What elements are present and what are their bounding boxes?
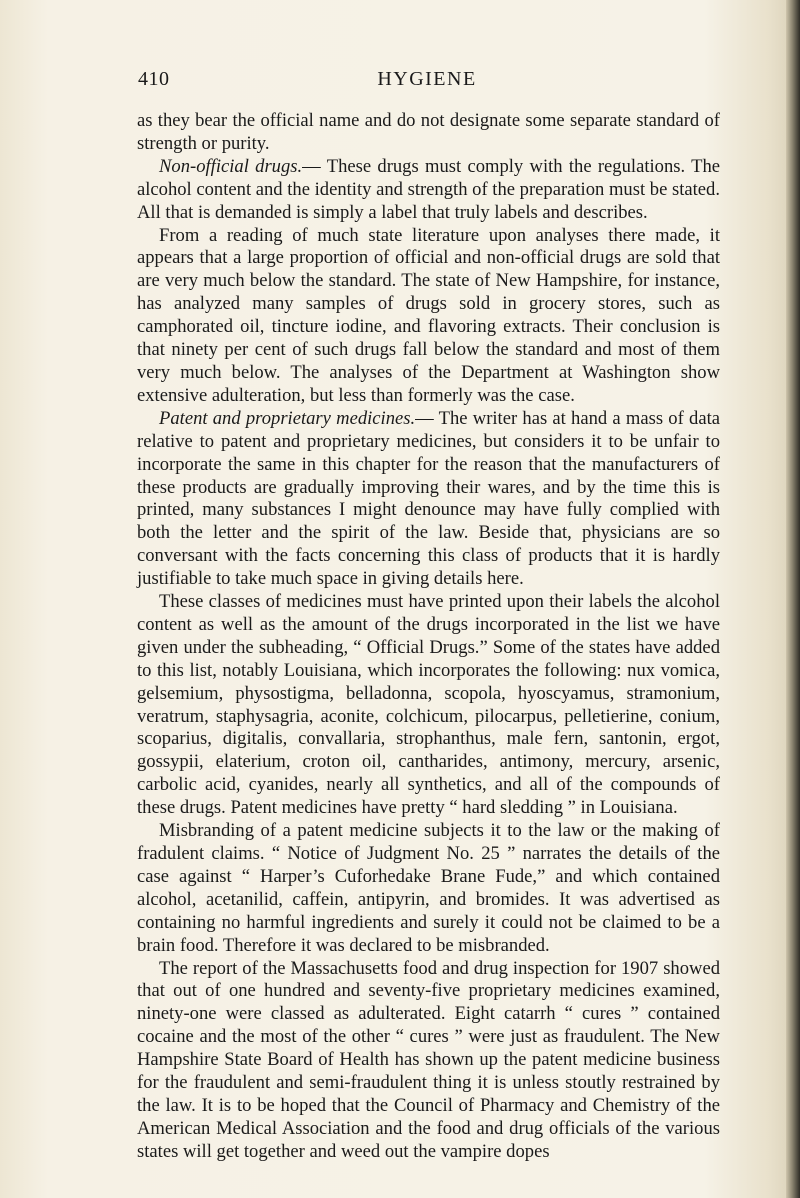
page-header [138, 68, 716, 94]
paragraph [137, 156, 720, 225]
paragraph [137, 110, 720, 156]
paragraph [137, 591, 720, 820]
paragraph-text: Misbranding of a patent medicine subjects it to the law or the making of fradulent claims. “ Notice of Judgment No. 25 ” narrates the details of the case against “ Harper’s Cuforhedake Brane Fude,” and which contained alcohol, acetanilid, caffein, antipyrin, and bromides. It was advertised as containing no harmful ingredients and surely it could not be claimed to be a brain food. Therefore it was declared to be misbranded. [137, 820, 720, 956]
paragraph [137, 225, 720, 408]
paragraph-text: — The writer has at hand a mass of data relative to patent and proprietary medicines, but considers it to be unfair to incorporate the same in this chapter for the reason that the manufacturers of these products are gradually improving their wares, and by the time this is printed, many substances I might denounce may have fully complied with both the letter and the spirit of the law. Beside that, physicians are so conversant with the facts concerning this class of products that it is hardly justifiable to take much space in giving details here. [137, 407, 720, 590]
paragraph-text: These classes of medicines must have printed upon their labels the alcohol content as well as the amount of the drugs incorporated in the list we have given under the subheading, “ Official Drugs.” Some of the states have added to this list, notably Louisiana, which incorporates the following: nux vomica, gelsemium, physostigma, belladonna, scopola, hyoscyamus, stramonium, veratrum, staphysagria, aconite, colchicum, pilocarpus, pelletierine, conium, scoparius, digitalis, convallaria, strophanthus, male fern, santonin, ergot, gossypii, elaterium, croton oil, cantharides, antimony, mercury, arsenic, carbolic acid, cyanides, nearly all synthetics, and all of the compounds of these drugs. Patent medicines have pretty “ hard sledding ” in Louisiana. [137, 591, 720, 819]
page-number: 410 [138, 68, 170, 90]
running-head: HYGIENE [377, 68, 477, 90]
body-text [137, 110, 720, 1164]
paragraph-text: — These drugs must comply with the regulations. The alcohol content and the identity and strength of the preparation must be stated. All that is demanded is simply a label that truly labels and describes. [137, 155, 720, 223]
section-run-in-heading: Non-official drugs. [159, 155, 303, 177]
section-run-in-heading: Patent and proprietary medicines. [159, 407, 416, 429]
paragraph-text: From a reading of much state literature upon analyses there made, it appears that a large proportion of official and non-official drugs are sold that are very much below the standard. The state of New Hampshire, for instance, has analyzed many samples of drugs sold in grocery stores, such as camphorated oil, tincture iodine, and flavoring extracts. Their conclusion is that ninety per cent of such drugs fall below the standard and most of them very much below. The analyses of the Department at Washington show extensive adulteration, but less than formerly was the case. [137, 224, 720, 406]
paragraph-text: The report of the Massachusetts food and drug inspection for 1907 showed that out of one hundred and seventy-five proprietary medicines examined, ninety-one were classed as adulterated. Eight catarrh “ cures ” contained cocaine and the most of the other “ cures ” were just as fraudulent. The New Hampshire State Board of Health has shown up the patent medicine business for the fraudulent and semi-fraudulent thing it is unless stoutly restrained by the law. It is to be hoped that the Council of Pharmacy and Chemistry of the American Medical Association and the food and drug officials of the various states will get together and weed out the vampire dopes [137, 957, 720, 1162]
paragraph [137, 820, 720, 957]
book-binding-edge [786, 0, 800, 1198]
paragraph [137, 408, 720, 591]
paragraph-text: as they bear the official name and do not designate some separate standard of strength or purity. [137, 110, 720, 154]
paragraph [137, 958, 720, 1164]
